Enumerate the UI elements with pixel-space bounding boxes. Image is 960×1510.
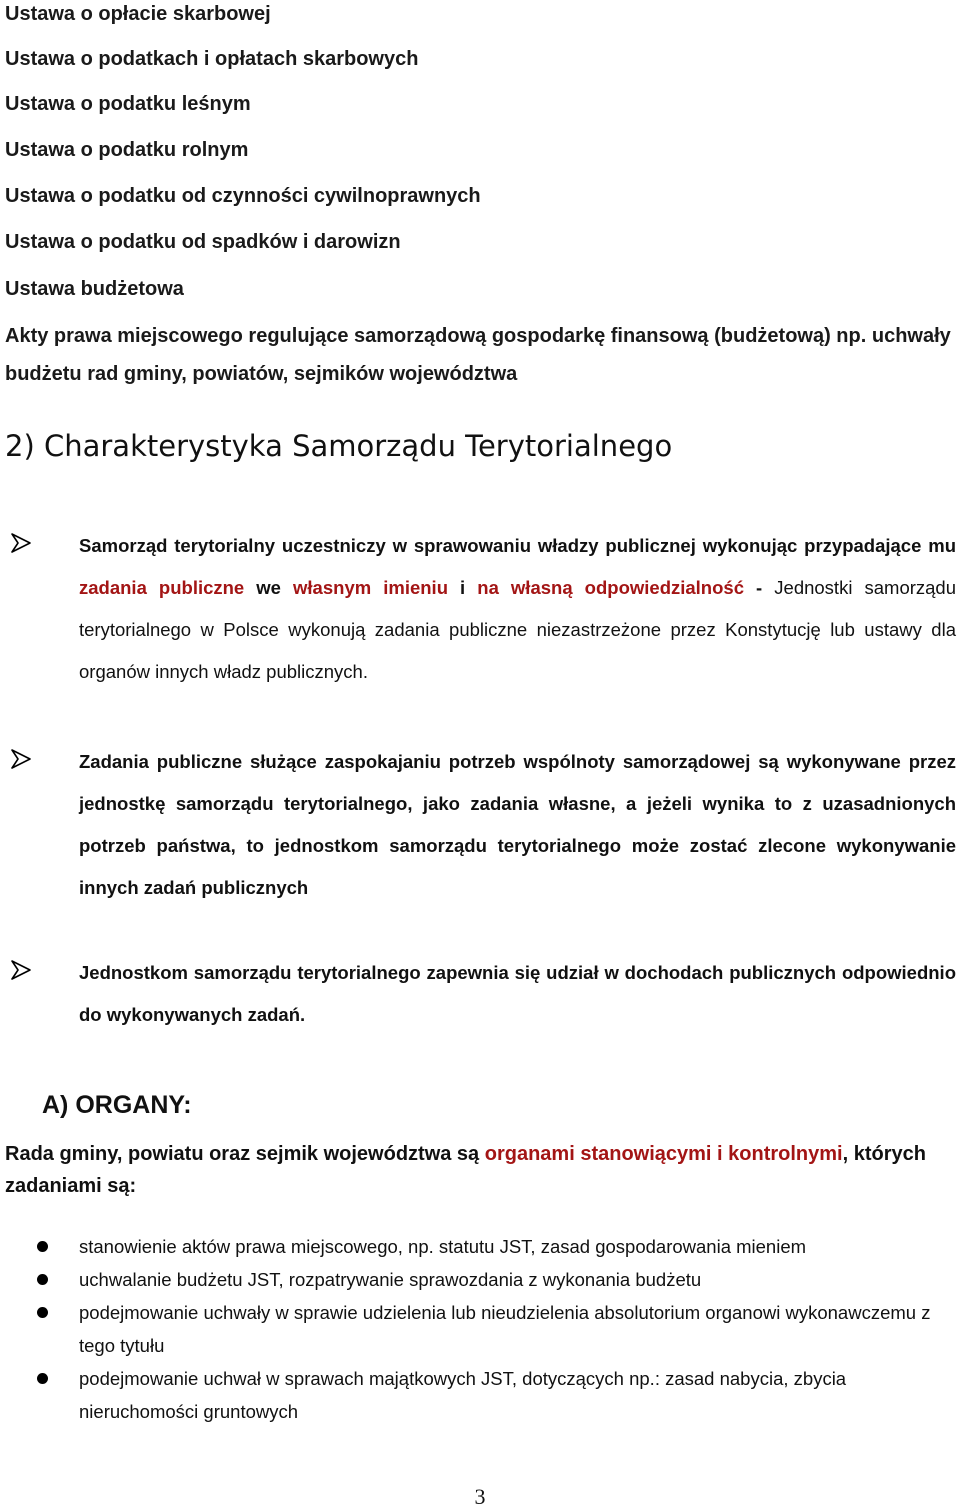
law-item: Ustawa o podatku od spadków i darowizn	[5, 231, 401, 253]
point-text-highlight: na własną odpowiedzialność	[477, 577, 744, 598]
law-item: Ustawa o podatku rolnym	[5, 139, 249, 161]
list-item	[0, 1362, 956, 1428]
point-text-bold: i	[448, 577, 478, 598]
filled-circle-bullet-icon	[37, 1373, 48, 1384]
filled-circle-bullet-icon	[37, 1241, 48, 1252]
list-item-text: podejmowanie uchwały w sprawie udzielenia lub nieudzielenia absolutorium organowi wykonawczemu z tego tytułu	[79, 1302, 931, 1356]
list-item	[0, 1230, 956, 1263]
point-text: Zadania publiczne służące zaspokajaniu potrzeb wspólnoty samorządowej są wykonywane przez jednostkę samorządu terytorialnego, jako zadania własne, a jeżeli wynika to z uzasadnionych potrzeb państwa, to jednostkom samorządu terytorialnego może zostać zlecone wykonywanie innych zadań publicznych	[79, 751, 956, 898]
point-text	[79, 525, 956, 693]
law-item: Ustawa budżetowa	[5, 278, 184, 300]
point-text-bold: -	[744, 577, 775, 598]
point-text-bold: Samorząd terytorialny uczestniczy w sprawowaniu władzy publicznej wykonując przypadające mu	[79, 535, 956, 556]
arrowhead-bullet-icon	[10, 748, 32, 770]
local-acts-paragraph: Akty prawa miejscowego regulujące samorządową gospodarkę finansową (budżetową) np. uchwały budżetu rad gminy, powiatów, sejmików województwa	[5, 325, 951, 385]
organy-intro-text: , których zadaniami są:	[5, 1143, 926, 1197]
list-item	[0, 1296, 956, 1362]
law-item: Ustawa o podatku od czynności cywilnoprawnych	[5, 185, 481, 207]
list-item-text: stanowienie aktów prawa miejscowego, np. statutu JST, zasad gospodarowania mieniem	[79, 1236, 807, 1257]
organy-intro-highlight: organami stanowiącymi i kontrolnymi	[484, 1143, 843, 1165]
page-number: 3	[474, 1484, 486, 1509]
filled-circle-bullet-icon	[37, 1274, 48, 1285]
law-item: Ustawa o podatkach i opłatach skarbowych	[5, 48, 419, 70]
point-text-highlight: zadania publiczne	[79, 577, 245, 598]
list-item	[0, 1263, 956, 1296]
section-heading: 2) Charakterystyka Samorządu Terytorialnego	[5, 429, 673, 463]
duties-list	[0, 1230, 960, 1428]
list-item-text: uchwalanie budżetu JST, rozpatrywanie sprawozdania z wykonania budżetu	[79, 1269, 702, 1290]
arrowhead-bullet-icon	[10, 959, 32, 981]
point-text-highlight: własnym imieniu	[293, 577, 448, 598]
arrowhead-bullet-icon	[10, 532, 32, 554]
point-text-normal: Jednostki samorządu terytorialnego w Polsce wykonują zadania publiczne niezastrzeżone przez Konstytucję lub ustawy dla organów innych władz publicznych.	[79, 577, 957, 682]
organy-heading: A) ORGANY:	[42, 1091, 192, 1119]
filled-circle-bullet-icon	[37, 1307, 48, 1318]
point-text-bold: we	[244, 577, 294, 598]
list-item-text: podejmowanie uchwał w sprawach majątkowych JST, dotyczących np.: zasad nabycia, zbycia nieruchomości gruntowych	[79, 1368, 847, 1422]
point-text: Jednostkom samorządu terytorialnego zapewnia się udział w dochodach publicznych odpowiednio do wykonywanych zadań.	[79, 962, 956, 1025]
organy-intro-text: Rada gminy, powiatu oraz sejmik województwa są	[5, 1143, 485, 1165]
organy-intro	[5, 1138, 955, 1202]
law-item: Ustawa o podatku leśnym	[5, 93, 251, 115]
law-item: Ustawa o opłacie skarbowej	[5, 3, 271, 25]
